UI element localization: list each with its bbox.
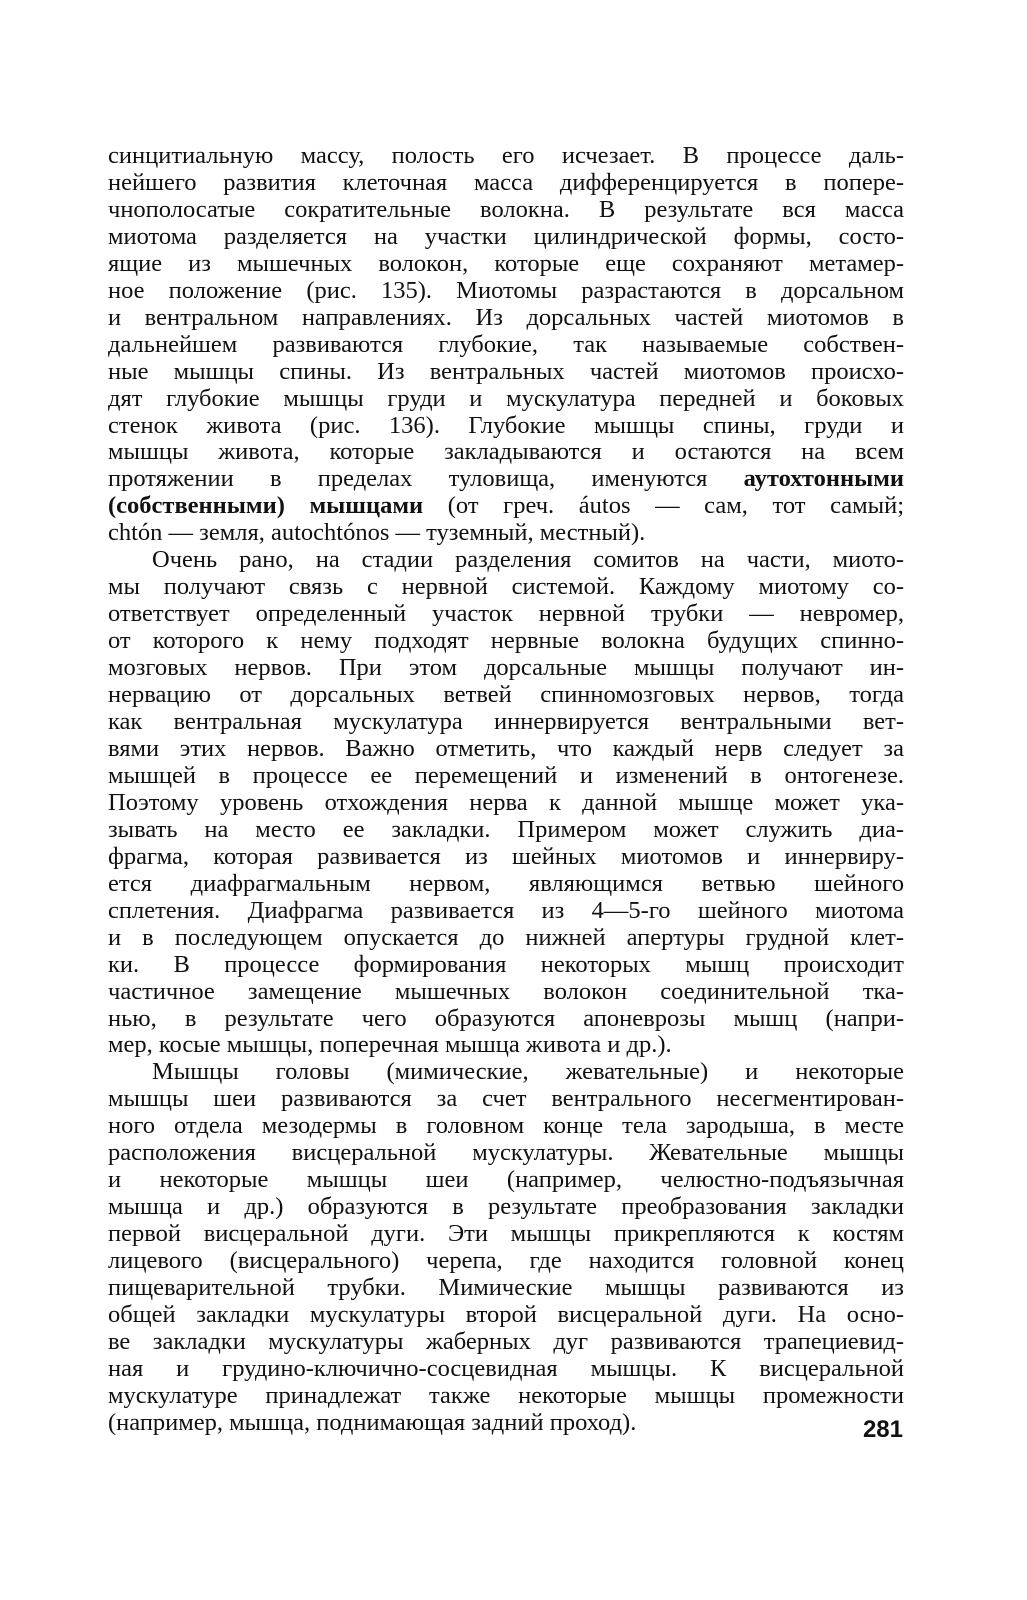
text-line: и некоторые мышцы шеи (например, челюстно-подъязычная (108, 1166, 904, 1194)
text-line: фрагма, которая развивается из шейных миотомов и иннервиру- (108, 842, 904, 870)
text-line: нервацию от дорсальных ветвей спинномозговых нервов, тогда (108, 681, 904, 709)
text-line: нейшего развития клеточная масса дифференцируется в попере- (108, 168, 904, 196)
text-line: ное положение (рис. 135). Миотомы разрастаются в дорсальном (108, 276, 904, 304)
text-line: Мышцы головы (мимические, жевательные) и некоторые (152, 1058, 904, 1086)
text-line: лицевого (висцерального) черепа, где находится головной конец (108, 1247, 904, 1275)
text-line: нью, в результате чего образуются апоневрозы мышц (напри- (108, 1004, 904, 1032)
text-line: ки. В процессе формирования некоторых мышц происходит (108, 950, 904, 978)
text-line: мышцы живота, которые закладываются и остаются на всем (108, 438, 904, 466)
text-line: дят глубокие мышцы груди и мускулатура передней и боковых (108, 384, 904, 412)
text-line: мер, косые мышцы, поперечная мышца живота и др.). (108, 1031, 672, 1059)
text-line: мышца и др.) образуются в результате преобразования закладки (108, 1193, 904, 1221)
text-line: Поэтому уровень отхождения нерва к данной мышце может ука- (108, 788, 904, 816)
text-line: миотома разделяется на участки цилиндрической формы, состо- (108, 222, 904, 250)
text-line: вями этих нервов. Важно отметить, что каждый нерв следует за (108, 734, 904, 762)
text-line: от которого к нему подходят нервные волокна будущих спинно- (108, 627, 904, 655)
text-line: зывать на место ее закладки. Примером может служить диа- (108, 815, 904, 843)
text-line: мускулатуре принадлежат также некоторые мышцы промежности (108, 1381, 904, 1409)
text-line: мозговых нервов. При этом дорсальные мышцы получают ин- (108, 654, 904, 682)
text-line: и вентральном направлениях. Из дорсальных частей миотомов в (108, 303, 904, 331)
text-line: мы получают связь с нервной системой. Каждому миотому со- (108, 573, 904, 601)
text-line: стенок живота (рис. 136). Глубокие мышцы спины, груди и (108, 411, 904, 439)
text-line: ве закладки мускулатуры жаберных дуг развиваются трапециевид- (108, 1327, 904, 1355)
bold-term: аутохтонными (743, 465, 904, 493)
page-number: 281 (862, 1416, 903, 1443)
text-line: расположения висцеральной мускулатуры. Жевательные мышцы (108, 1139, 904, 1167)
text-line: частичное замещение мышечных волокон соединительной тка- (108, 977, 904, 1005)
page-body-text (108, 143, 904, 1437)
text-line: ется диафрагмальным нервом, являющимся ветвью шейного (108, 869, 904, 897)
text-line: общей закладки мускулатуры второй висцеральной дуги. На осно- (108, 1300, 904, 1328)
text-line: как вентральная мускулатура иннервируется вентральными вет- (108, 708, 904, 736)
text-line (108, 493, 904, 520)
text-run: (от греч. áutos — сам, тот самый; (423, 492, 904, 520)
bold-term: (собственными) мышцами (108, 492, 424, 520)
text-line: мышцы шеи развиваются за счет вентрального несегментирован- (108, 1085, 904, 1113)
text-line: ного отдела мезодермы в головном конце тела зародыша, в месте (108, 1112, 904, 1140)
text-line: Очень рано, на стадии разделения сомитов на части, миото- (152, 546, 904, 574)
text-line: ответствует определенный участок нервной трубки — невромер, (108, 600, 904, 628)
text-line: пищеварительной трубки. Мимические мышцы развиваются из (108, 1274, 904, 1302)
text-line: первой висцеральной дуги. Эти мышцы прикрепляются к костям (108, 1220, 904, 1248)
text-line: дальнейшем развиваются глубокие, так называемые собствен- (108, 330, 904, 358)
text-line: ные мышцы спины. Из вентральных частей миотомов происхо- (108, 357, 904, 385)
text-line: (например, мышца, поднимающая задний проход). (108, 1408, 637, 1436)
text-run: протяжении в пределах туловища, именуются (108, 465, 744, 493)
text-line: chtón — земля, autochtónos — туземный, местный). (108, 519, 646, 547)
text-line (108, 466, 904, 493)
text-line: сплетения. Диафрагма развивается из 4—5-го шейного миотома (108, 896, 904, 924)
text-line: синцитиальную массу, полость его исчезает. В процессе даль- (108, 142, 904, 169)
text-line: и в последующем опускается до нижней апертуры грудной клет- (108, 923, 904, 951)
text-line: мышцей в процессе ее перемещений и изменений в онтогенезе. (108, 761, 904, 789)
text-line: ная и грудино-ключично-сосцевидная мышцы. К висцеральной (108, 1354, 904, 1382)
text-line: ящие из мышечных волокон, которые еще сохраняют метамер- (108, 249, 904, 277)
text-line: чнополосатые сократительные волокна. В результате вся масса (108, 195, 904, 223)
